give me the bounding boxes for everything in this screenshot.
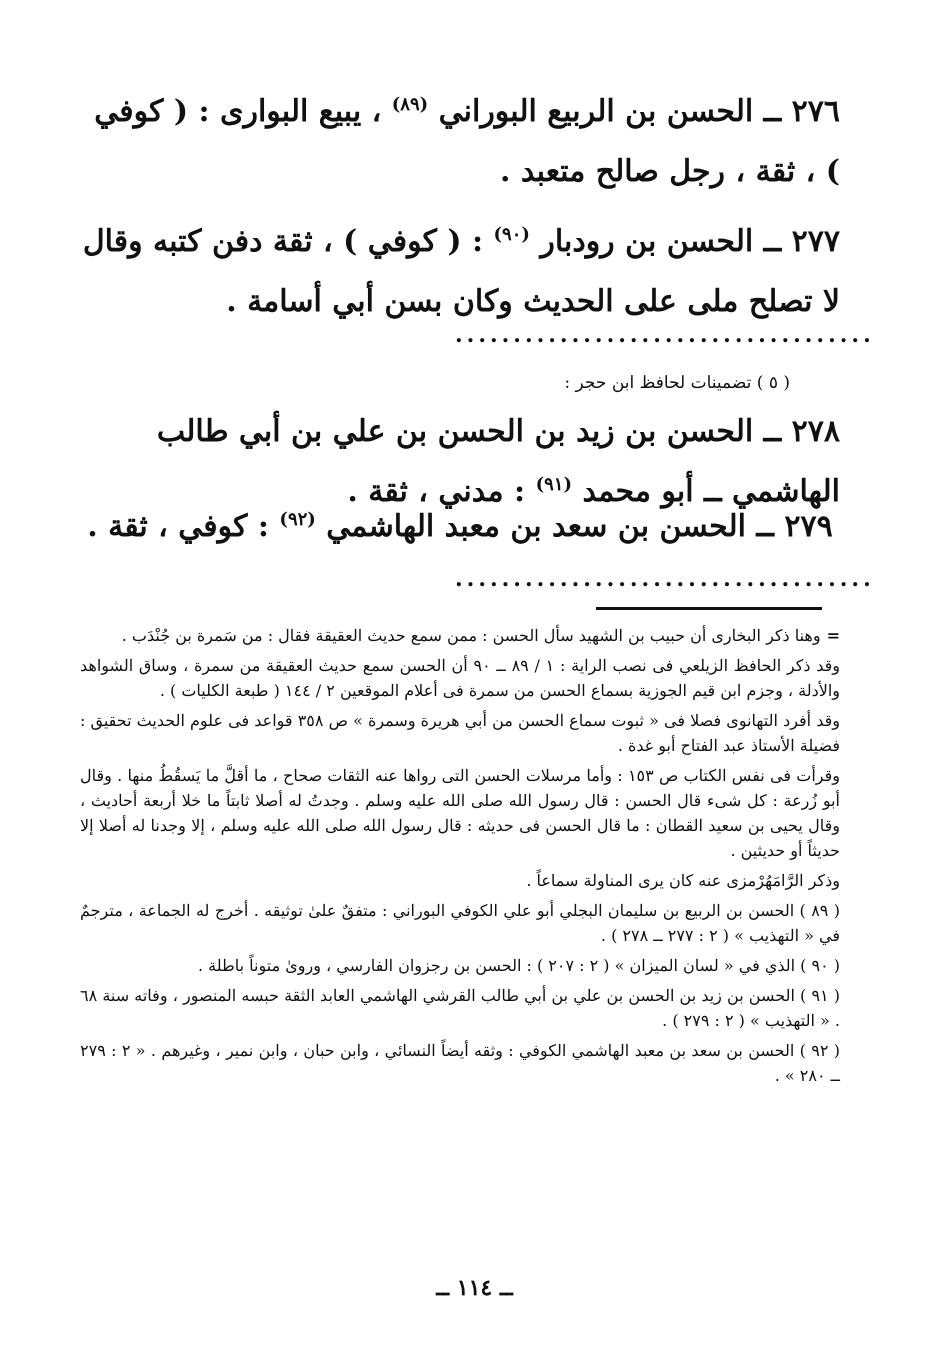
dotted-separator: .................................... xyxy=(455,322,875,348)
footnote-paragraph: وذكر الرَّامَهُرْمزى عنه كان يرى المناولة سماعاً . xyxy=(526,871,840,890)
entry-277-text: : ( كوفي ) ، ثقة دفن كتبه وقال لا تصلح ملى على الحديث وكان بسن أبي أسامة . xyxy=(82,224,840,319)
footnote-ref-89[interactable]: (٨٩) xyxy=(391,94,429,115)
entry-279-text: : كوفي ، ثقة . xyxy=(87,509,269,544)
dotted-separator: .................................... xyxy=(455,566,875,592)
footnote-ref-92[interactable]: (٩٢) xyxy=(279,509,316,530)
footnote-text: وهنا ذكر البخارى أن حبيب بن الشهيد سأل الحسن : ممن سمع حديث العقيقة فقال : من سَمرة بن جُنْدَب . xyxy=(121,626,821,645)
entry-277 xyxy=(80,212,840,332)
entry-276-lead: ٢٧٦ ــ الحسن بن الربيع البوراني xyxy=(438,94,840,129)
continuation-mark: = xyxy=(826,626,840,645)
entry-276-text: ، يبيع البوارى : ( كوفي ) ، ثقة ، رجل صالح متعبد . xyxy=(94,94,840,189)
entry-279 xyxy=(80,497,840,557)
entry-279-lead: ٢٧٩ ــ الحسن بن سعد بن معبد الهاشمي xyxy=(326,509,833,544)
source-note: ( ٥ ) تضمينات لحافظ ابن حجر : xyxy=(564,373,790,393)
entry-278-lead: ٢٧٨ ــ الحسن بن زيد بن الحسن بن علي بن أبي طالب الهاشمي ــ أبو محمد xyxy=(156,414,840,509)
entry-276 xyxy=(80,82,840,202)
footnote-paragraph: وقد ذكر الحافظ الزيلعي فى نصب الراية : ١ / ٨٩ ــ ٩٠ أن الحسن سمع حديث العقيقة من سمرة ، وساق الشواهد والأدلة ، وجزم ابن قيم الجوزية بسماع الحسن من سمرة فى أعلام الموقعين ٢ / ١٤٤ ( طبعة الكليات ) . xyxy=(80,656,841,700)
footnote-89: ( ٨٩ ) الحسن بن الربيع بن سليمان البجلي أبو علي الكوفي البوراني : متفقٌ علىٰ توثيقه . أخرج له الجماعة ، مترجمٌ في « التهذيب » ( ٢ : ٢٧٧ ــ ٢٧٨ ) . xyxy=(80,901,841,945)
footnote-ref-91[interactable]: (٩١) xyxy=(535,474,572,495)
footnote-92: ( ٩٢ ) الحسن بن سعد بن معبد الهاشمي الكوفي : وثقه أيضاً النسائي ، وابن حبان ، وابن نمير ، وغيرهم . « ٢ : ٢٧٩ ــ ٢٨٠ » . xyxy=(80,1041,840,1085)
entry-277-lead: ٢٧٧ ــ الحسن بن رودبار xyxy=(540,224,840,259)
footnote-90: ( ٩٠ ) الذي في « لسان الميزان » ( ٢ : ٢٠٧ ) : الحسن بن رجزوان الفارسي ، وروىٰ متوناً باطلة . xyxy=(197,956,840,975)
page-number: ــ ١١٤ ــ xyxy=(436,1275,513,1301)
footnote-paragraph: وقرأت فى نفس الكتاب ص ١٥٣ : وأما مرسلات الحسن التى رواها عنه الثقات صحاح ، ما أقلَّ ما يَسقُطُ منها . وقال أبو زُرعة : كل شىء قال الحسن : قال رسول الله صلى الله عليه وسلم . وجدتُ له أصلا ثابتاً ما خلا أربعة أحاديث ، وقال يحيى بن سعيد القطان : ما قال الحسن فى حديثه : قال رسول الله صلى الله عليه وسلم ، إلا وجدنا له أصلا إلا حديثاً أو حديثين . xyxy=(80,766,840,860)
footnote-91: ( ٩١ ) الحسن بن زيد بن الحسن بن علي بن أبي طالب القرشي الهاشمي العابد الثقة حبسه المنصور ، وفاته سنة ٦٨ . « التهذيب » ( ٢ : ٢٧٩ ) . xyxy=(80,986,841,1030)
footnotes xyxy=(80,623,840,1093)
footnote-rule xyxy=(596,607,822,610)
footnote-paragraph: وقد أفرد التهانوى فصلا فى « ثبوت سماع الحسن من أبي هريرة وسمرة » ص ٣٥٨ قواعد فى علوم الحديث تحقيق : فضيلة الأستاذ عبد الفتاح أبو غدة . xyxy=(80,711,841,755)
footnote-ref-90[interactable]: (٩٠) xyxy=(493,224,530,245)
entry-278-text: : مدني ، ثقة . xyxy=(347,474,526,509)
footnote-paragraph xyxy=(80,623,840,648)
